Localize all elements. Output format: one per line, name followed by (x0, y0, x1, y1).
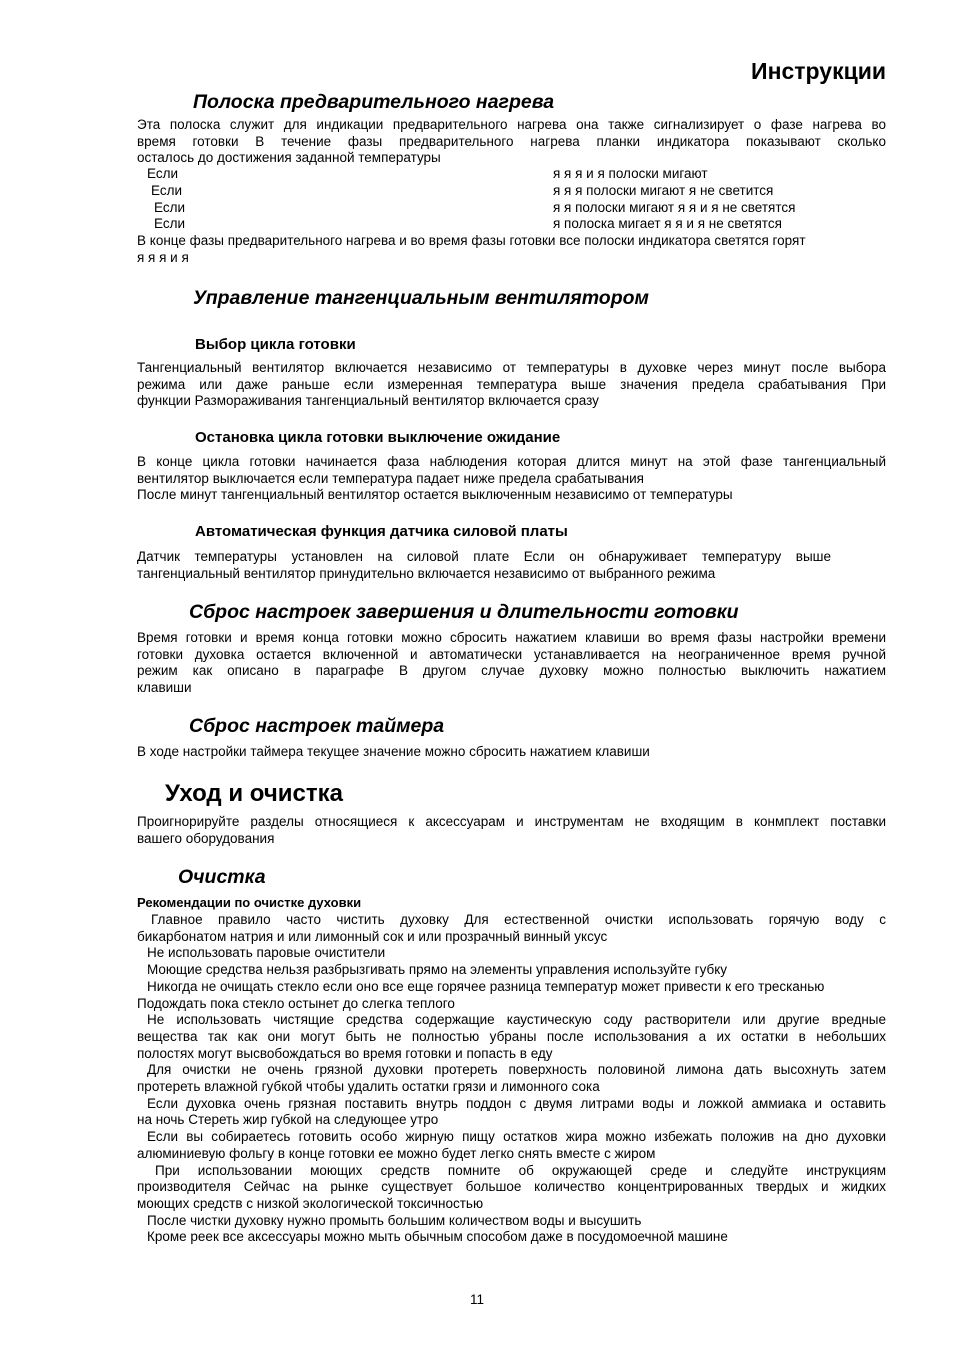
text-line: вещества так как они могут быть не полностью убраны после использования а их остатки в небольших (137, 1028, 886, 1044)
condition-right: я я я и я полоски мигают (553, 166, 708, 181)
cleaning-text (137, 912, 886, 1246)
text-line: протереть влажной губкой чтобы удалить остатки грязи и лимонного сока (137, 1079, 600, 1095)
text-line: полостях могут высвобождаться во время готовки и попасть в еду (137, 1045, 553, 1061)
text-line: Проигнорируйте разделы относящиеся к аксессуарам и инструментам не входящим в конмплект поставки (137, 814, 886, 829)
text-line: клавиши (137, 680, 192, 696)
condition-left: Если (147, 166, 179, 181)
text-line: я я я и я (137, 249, 189, 265)
condition-right: я я полоски мигают я я и я не светятся (553, 200, 796, 215)
text-line: В ходе настройки таймера текущее значение можно сбросить нажатием клавиши (137, 744, 650, 759)
reset-end-text (137, 630, 886, 697)
text-line: Датчик температуры установлен на силовой плате Если он обнаруживает температуру выше (137, 549, 831, 564)
reset-end-heading: Сброс настроек завершения и длительности готовки (189, 601, 739, 623)
care-heading: Уход и очистка (165, 780, 343, 807)
board-sensor-text (137, 549, 831, 582)
cycle-select-text (137, 360, 886, 410)
cleaning-heading: Очистка (178, 866, 266, 888)
fan-heading: Управление тангенциальным вентилятором (193, 287, 649, 309)
condition-left: Если (154, 200, 186, 215)
cleaning-subheading: Рекомендации по очистке духовки (137, 895, 362, 910)
text-line: В конце цикла готовки начинается фаза наблюдения которая длится минут на этой фазе тангенциальный (137, 454, 886, 469)
text-line: готовки духовка остается включенной и автоматически устанавливается на неограниченное время ручной (137, 646, 886, 662)
text-line: моющих средств с низкой экологической токсичностью (137, 1195, 484, 1211)
text-line: функции Размораживания тангенциальный вентилятор включается сразу (137, 393, 599, 409)
preheat-outro (137, 233, 886, 266)
condition-left: Если (151, 183, 183, 198)
cycle-select-heading: Выбор цикла готовки (195, 336, 356, 353)
care-text (137, 814, 886, 847)
text-line: Подождать пока стекло остынет до слегка теплого (137, 995, 455, 1011)
text-line: вашего оборудования (137, 830, 275, 846)
text-line: В конце фазы предварительного нагрева и во время фазы готовки все полоски индикатора светятся горят (137, 233, 806, 248)
text-line: время готовки В течение фазы предварительного нагрева планки индикатора показывают сколько (137, 133, 886, 149)
text-line: Не использовать чистящие средства содержащие каустическую соду растворители или другие вредные (147, 1012, 886, 1028)
reset-timer-heading: Сброс настроек таймера (189, 715, 445, 737)
page-header-title: Инструкции (751, 58, 886, 84)
text-line: вентилятор выключается если температура падает ниже предела срабатывания (137, 470, 644, 486)
text-line: Главное правило часто чистить духовку Для естественной очистки использовать горячую воду с (151, 912, 886, 927)
text-line: Если духовка очень грязная поставить внутрь поддон с двумя литрами воды и ложкой аммиака и оставить (147, 1095, 886, 1111)
text-line: режим как описано в параграфе В другом случае духовку можно полностью выключить нажатием (137, 663, 886, 679)
cycle-stop-text (137, 454, 886, 504)
preheat-intro (137, 117, 886, 167)
condition-right: я я я полоски мигают я не светится (553, 183, 774, 198)
text-line: алюминиевую фольгу в конце готовки ее можно будет легко снять вместе с жиром (137, 1145, 656, 1161)
text-line: Эта полоска служит для индикации предварительного нагрева она также сигнализирует о фазе нагрева во (137, 117, 886, 132)
reset-timer-text (137, 744, 886, 761)
board-sensor-heading: Автоматическая функция датчика силовой платы (195, 523, 568, 540)
text-line: Никогда не очищать стекло если оно все еще горячее разница температур может привести к его тресканью (147, 978, 825, 994)
text-line: тангенциальный вентилятор принудительно включается независимо от выбранного режима (137, 565, 716, 581)
text-line: осталось до достижения заданной температуры (137, 150, 441, 166)
text-line: Не использовать паровые очистители (147, 945, 386, 961)
text-line: После чистки духовку нужно промыть большим количеством воды и высушить (147, 1212, 642, 1228)
preheat-heading: Полоска предварительного нагрева (193, 91, 555, 113)
text-line: на ночь Стереть жир губкой на следующее утро (137, 1112, 439, 1128)
text-line: режима или даже раньше если измеренная температура выше значения предела срабатывания При (137, 376, 886, 392)
condition-left: Если (154, 216, 186, 231)
text-line: После минут тангенциальный вентилятор остается выключенным независимо от температуры (137, 487, 733, 503)
text-line: производителя Сейчас на рынке существует большое количество концентрированных твердых и жидких (137, 1179, 886, 1195)
text-line: Время готовки и время конца готовки можно сбросить нажатием клавиши во время фазы настройки времени (137, 630, 886, 645)
text-line: Кроме реек все аксессуары можно мыть обычным способом даже в посудомоечной машине (147, 1229, 728, 1245)
text-line: Если вы собираетесь готовить особо жирную пищу остатков жира можно избежать положив на дно духовки (147, 1129, 886, 1145)
page-number: 11 (469, 1292, 484, 1307)
condition-right: я полоска мигает я я и я не светятся (553, 216, 782, 231)
text-line: Тангенциальный вентилятор включается независимо от температуры в духовке через минут после выбора (137, 360, 886, 375)
cycle-stop-heading: Остановка цикла готовки выключение ожидание (195, 429, 561, 446)
text-line: При использовании моющих средств помните об окружающей среде и следуйте инструкциям (155, 1162, 886, 1178)
text-line: Моющие средства нельзя разбрызгивать прямо на элементы управления используйте губку (147, 962, 728, 978)
text-line: Для очистки не очень грязной духовки протереть поверхность половиной лимона дать высохнуть затем (147, 1062, 886, 1078)
text-line: бикарбонатом натрия и или лимонный сок и или прозрачный винный уксус (137, 928, 608, 944)
